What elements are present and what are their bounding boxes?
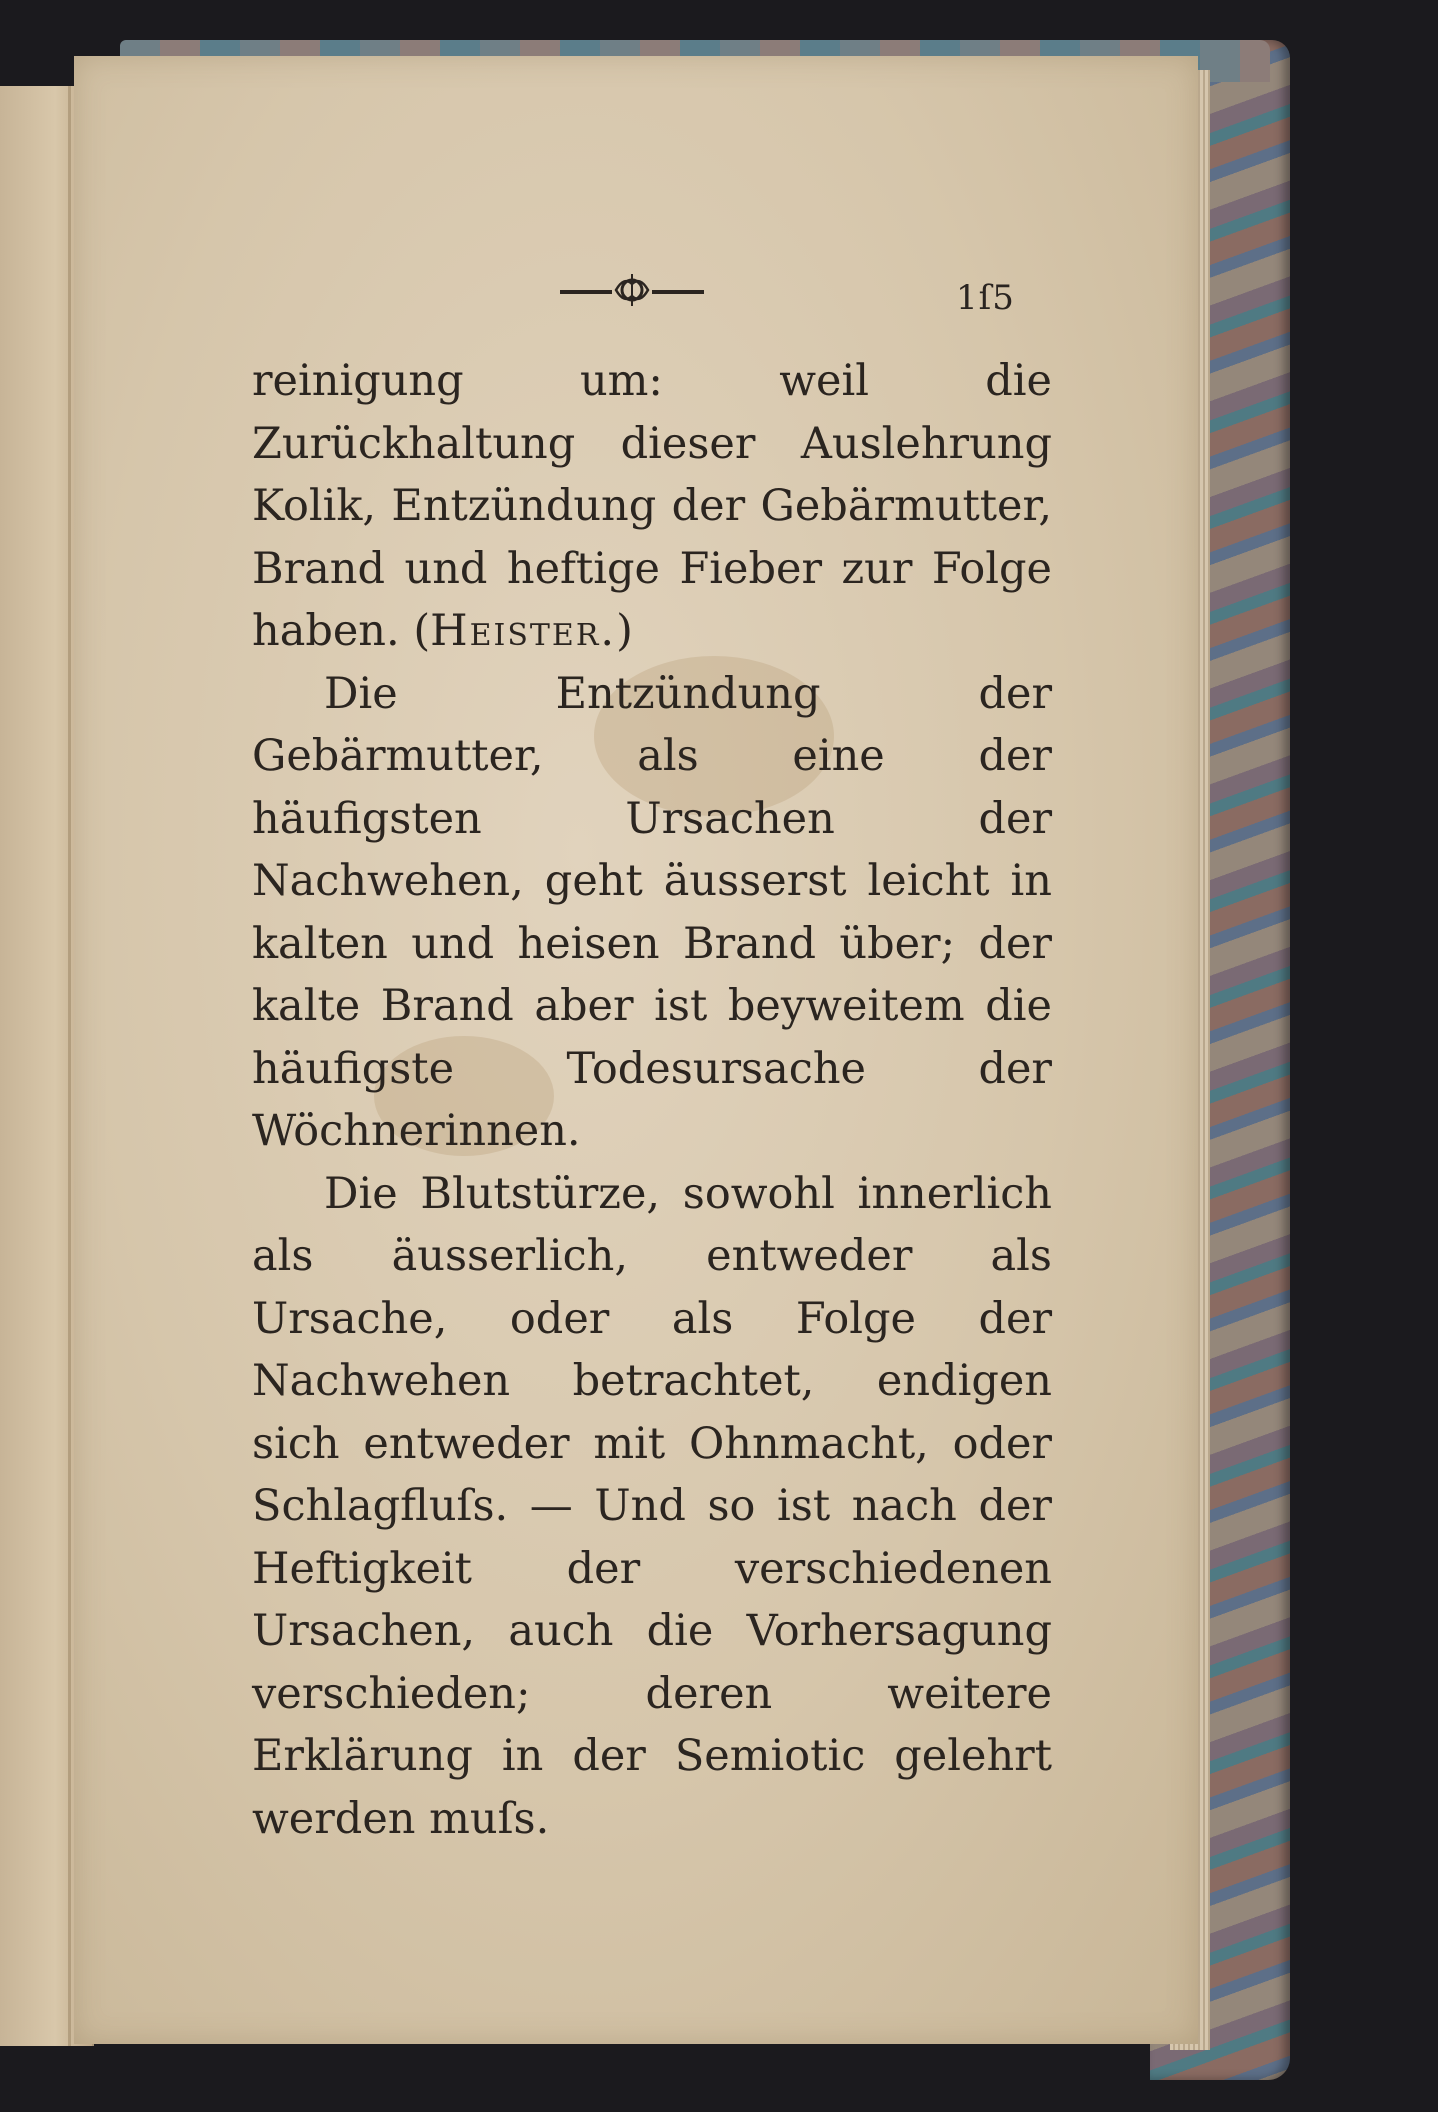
paragraph-2: Die Entzündung der Gebärmutter, als eine der häufigsten Ursachen der Nachwehen, geht äusserst leicht in kalten und heisen Brand über; der kalte Brand aber ist beyweitem die häufigste Todesursache der Wöchnerinnen.	[252, 668, 1052, 1156]
paragraph-1: reinigung um: weil die Zurückhaltung dieser Auslehrung Kolik, Entzündung der Gebärmutter, Brand und heftige Fieber zur Folge haben. (Heister.)	[252, 356, 1052, 656]
paragraph-3: Die Blutstürze, sowohl innerlich als äusserlich, entweder als Ursache, oder als Folge der Nachwehen betrachtet, endigen sich entweder mit Ohnmacht, oder Schlagfluſs. — Und so ist nach der Heftigkeit der verschiedenen Ursachen, auch die Vorhersagung verschieden; deren weitere Erklärung in der Semiotic gelehrt werden muſs.	[252, 1168, 1052, 1844]
gutter	[68, 86, 71, 2046]
ornament-icon	[556, 270, 708, 310]
citation-source: Heister.	[430, 606, 617, 656]
page-number: 1ſ5	[956, 278, 1015, 318]
body-text	[252, 350, 1052, 1850]
